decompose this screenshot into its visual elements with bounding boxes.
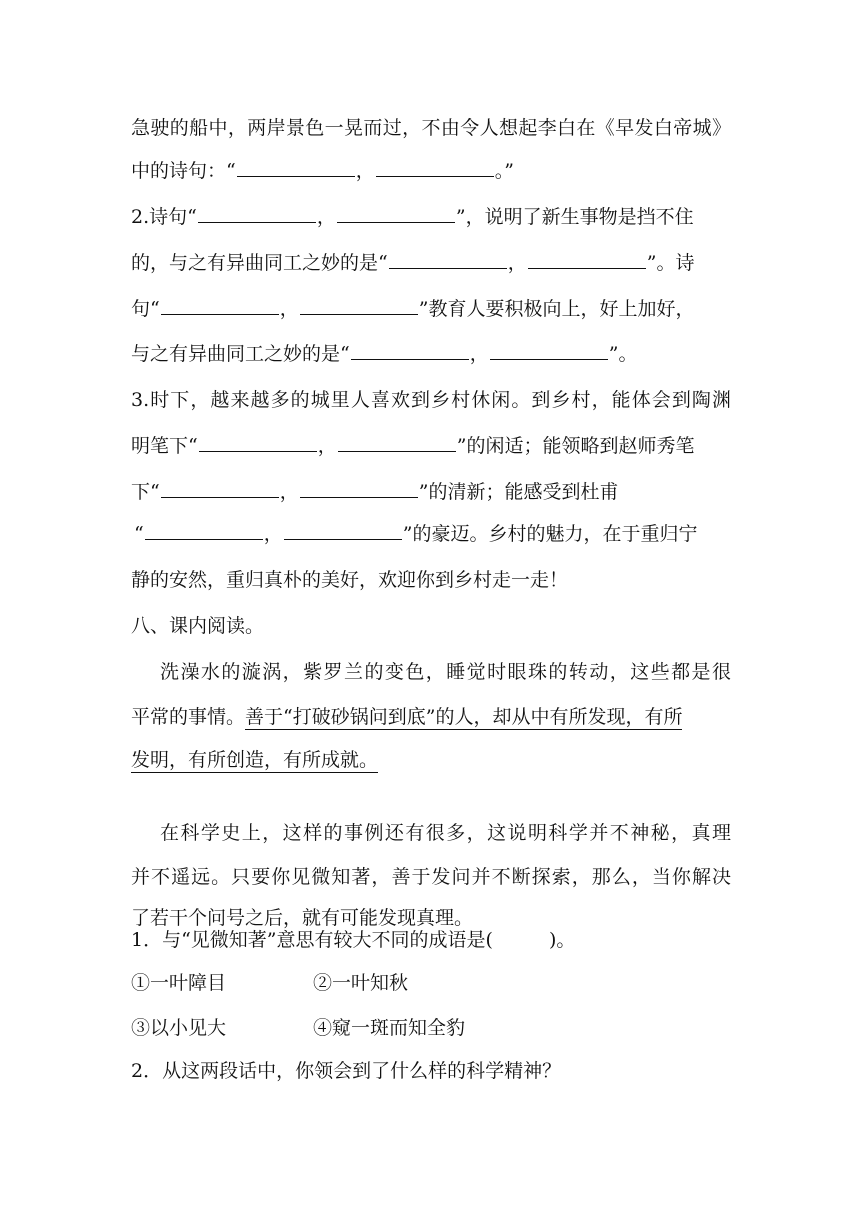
poem-line-1: 急驶的船中，两岸景色一晃而过，不由令人想起李白在《早发白帝城》 (131, 117, 731, 139)
answer-blank[interactable] (237, 156, 355, 177)
paragraph-2-line-2: 并不遥远。只要你见微知著，善于发问并不断探索，那么，当你解决 (131, 866, 731, 888)
q3-line-5: 静的安然，重归真朴的美好，欢迎你到乡村走一走！ (131, 569, 569, 591)
answer-blank[interactable] (389, 248, 507, 269)
answer-blank[interactable] (490, 339, 608, 360)
answer-blank[interactable] (161, 294, 279, 315)
q3-line-1: 3.时下，越来越多的城里人喜欢到乡村休闲。到乡村，能体会到陶渊 (131, 389, 731, 411)
question-1: 1．与“见微知著”意思有较大不同的成语是( )。 (131, 929, 576, 951)
answer-blank[interactable] (145, 519, 263, 540)
underlined-sentence: 善于“打破砂锅问到底”的人，却从中有所发现，有所 (245, 706, 683, 728)
option-4[interactable]: ④窥一斑而知全豹 (313, 1017, 466, 1039)
paragraph-1-line-2: 平常的事情。善于“打破砂锅问到底”的人，却从中有所发现，有所 (131, 706, 683, 728)
answer-blank[interactable] (300, 294, 418, 315)
answer-blank[interactable] (198, 202, 316, 223)
underlined-sentence: 发明，有所创造，有所成就。 (131, 749, 379, 771)
option-1[interactable]: ①一叶障目 (131, 972, 227, 994)
paragraph-1-line-1: 洗澡水的漩涡，紫罗兰的变色，睡觉时眼珠的转动，这些都是很 (160, 661, 731, 683)
answer-blank[interactable] (528, 248, 646, 269)
answer-blank[interactable] (338, 431, 456, 452)
section-heading: 八、课内阅读。 (131, 615, 265, 637)
answer-blank[interactable] (300, 477, 418, 498)
q2-line-1: 2.诗句“ ， ”，说明了新生事物是挡不住 (131, 202, 731, 232)
q2-line-4: 与之有异曲同工之妙的是“ ， ”。 (131, 339, 731, 369)
answer-blank[interactable] (351, 339, 469, 360)
q3-line-3: 下“ ， ”的清新；能感受到杜甫 (131, 477, 731, 507)
option-2[interactable]: ②一叶知秋 (313, 972, 409, 994)
option-3[interactable]: ③以小见大 (131, 1017, 227, 1039)
question-2: 2．从这两段话中，你领会到了什么样的科学精神？ (131, 1060, 562, 1082)
poem-line-2: 中的诗句：“ ， 。” (131, 156, 731, 186)
answer-blank[interactable] (376, 156, 494, 177)
paragraph-1-line-3 (131, 745, 731, 775)
q2-line-3: 句“ ， ”教育人要积极向上，好上加好， (131, 294, 731, 324)
paragraph-2-line-3: 了若干个问号之后，就有可能发现真理。 (131, 907, 474, 929)
answer-blank[interactable] (199, 431, 317, 452)
q2-line-2: 的，与之有异曲同工之妙的是“ ， ”。诗 (131, 248, 731, 278)
q3-line-2: 明笔下“ ， ”的闲适；能领略到赵师秀笔 (131, 431, 731, 461)
answer-blank[interactable] (161, 477, 279, 498)
answer-blank[interactable] (337, 202, 455, 223)
paragraph-2-line-1: 在科学史上，这样的事例还有很多，这说明科学并不神秘，真理 (160, 822, 731, 844)
answer-blank[interactable] (284, 519, 402, 540)
q3-line-4: “ ， ”的豪迈。乡村的魅力，在于重归宁 (134, 519, 734, 549)
